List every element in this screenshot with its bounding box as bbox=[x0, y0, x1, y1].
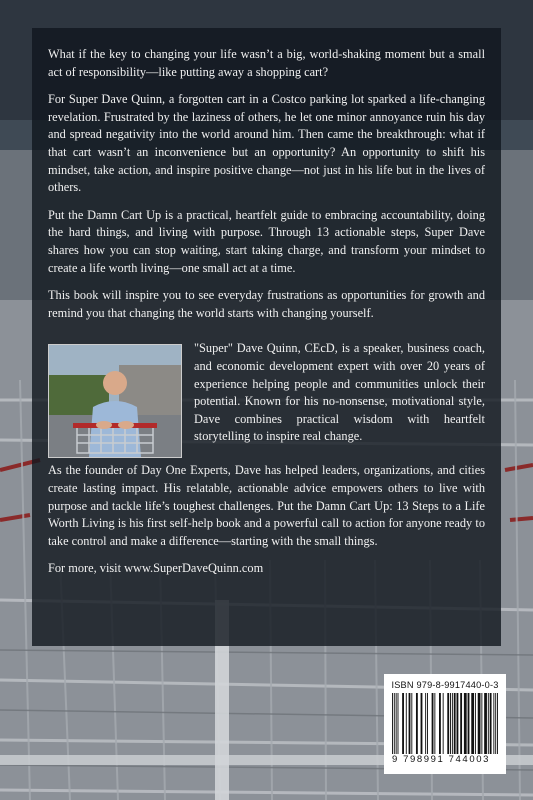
barcode-bar bbox=[402, 693, 404, 757]
barcode-bar bbox=[425, 693, 426, 757]
barcode-bar bbox=[398, 693, 399, 757]
isbn-barcode-box bbox=[384, 674, 506, 774]
barcode-bar bbox=[495, 693, 496, 757]
barcode-bar bbox=[484, 693, 487, 757]
barcode-bar bbox=[457, 693, 459, 757]
barcode-bar bbox=[488, 693, 489, 757]
blurb-paragraph-3: Put the Damn Cart Up is a practical, heartfelt guide to embracing accountability, doing the hard things, and living with purpose. Through 13 actionable steps, Super Dave shares how you can stop waiting, start taking charge, and transform your mindset to create a life worth living—one small act at a time. bbox=[48, 207, 485, 275]
isbn-label: ISBN 979-8-9917440-0-3 bbox=[391, 680, 499, 690]
barcode-bar bbox=[392, 693, 393, 757]
barcode-bar bbox=[411, 693, 412, 757]
barcode-bar bbox=[427, 693, 428, 757]
barcode-bar bbox=[434, 693, 435, 757]
barcode-bar bbox=[468, 693, 470, 757]
barcode-bar bbox=[460, 693, 462, 757]
barcode-bar bbox=[464, 693, 467, 757]
barcode-bar bbox=[454, 693, 456, 757]
barcode-bar bbox=[490, 693, 492, 757]
author-section bbox=[48, 340, 485, 462]
barcode-bar bbox=[447, 693, 449, 757]
barcode-bar bbox=[421, 693, 423, 757]
blurb-paragraph-1: What if the key to changing your life wasn’t a big, world-shaking moment but a small act of responsibility—like putting away a shopping cart? bbox=[48, 47, 485, 79]
barcode-graphic bbox=[390, 693, 500, 757]
barcode-bar bbox=[478, 693, 481, 757]
blurb-paragraph-2: For Super Dave Quinn, a forgotten cart in a Costco parking lot sparked a life-changing revelation. Frustrated by the laziness of others, he let one minor annoyance ruin his day and spread negativity into the world around him. Then came the breakthrough: what if that cart wasn’t an inconvenience but an opportunity? An opportunity to shift his mindset, take action, and inspire positive change—not just in his life but in the lives of others. bbox=[48, 92, 485, 195]
barcode-bar bbox=[439, 693, 441, 757]
blurb-paragraph-4: This book will inspire you to see everyday frustrations as opportunities for growth and remind you that changing the world starts with changing yourself. bbox=[48, 288, 485, 320]
barcode-bar bbox=[475, 693, 476, 757]
barcode-bar bbox=[406, 693, 407, 757]
author-photo bbox=[48, 344, 182, 458]
barcode-bar bbox=[471, 693, 474, 757]
barcode-bar bbox=[396, 693, 397, 757]
barcode-bar bbox=[450, 693, 451, 757]
back-cover-text-panel bbox=[32, 28, 501, 646]
barcode-bar bbox=[452, 693, 453, 757]
website-line[interactable]: For more, visit www.SuperDaveQuinn.com bbox=[48, 561, 264, 576]
author-bio-continued: As the founder of Day One Experts, Dave has helped leaders, organizations, and cities create lasting impact. His relatable, actionable advice empowers others to live with purpose and tackle life’s toughest challenges. Put the Damn Cart Up: 13 Steps to a Life Worth Living is his first self-help book and a powerful call to action for anyone ready to take control and make a difference—starting with the small things. bbox=[48, 463, 485, 548]
barcode-bar bbox=[409, 693, 411, 757]
barcode-bar bbox=[416, 693, 418, 757]
barcode-bar bbox=[432, 693, 434, 757]
barcode-bar bbox=[481, 693, 482, 757]
barcode-bar bbox=[493, 693, 494, 757]
barcode-bar bbox=[394, 693, 395, 757]
barcode-bar bbox=[497, 693, 498, 757]
barcode-bar bbox=[443, 693, 444, 757]
author-photo-image bbox=[49, 345, 181, 457]
author-bio: "Super" Dave Quinn, CEcD, is a speaker, business coach, and economic development expert with over 20 years of experience helping people and communities unlock their potential. Known for his no-nonsense, motivational style, Dave combines practical wisdom with heartfelt storytelling to inspire real change. bbox=[194, 341, 485, 444]
barcode-digits: 9 798991 744003 bbox=[390, 754, 500, 765]
